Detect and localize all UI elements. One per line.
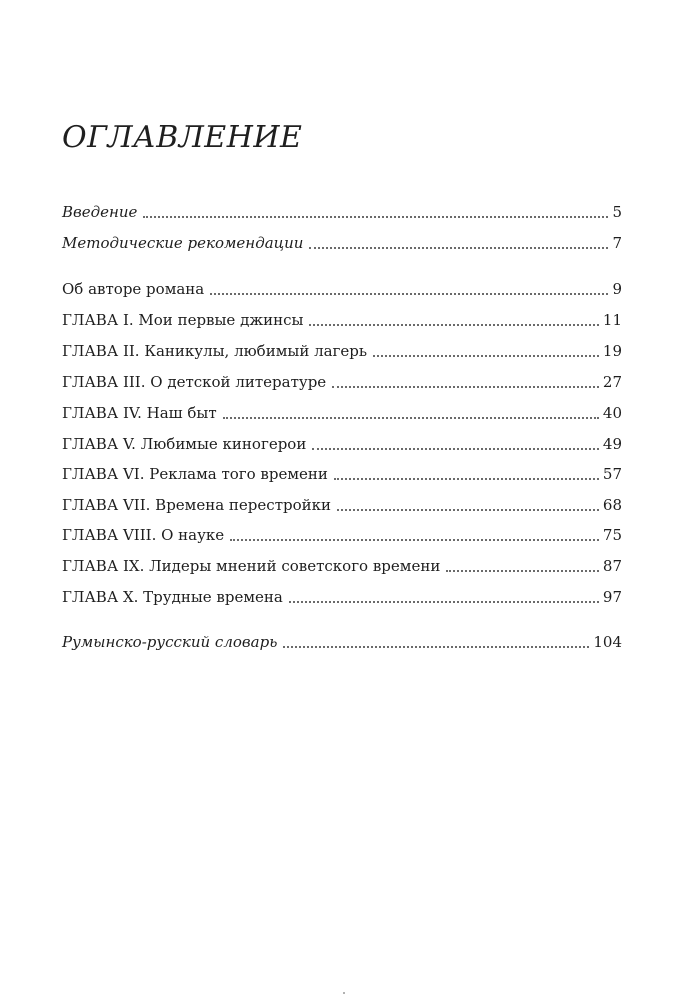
dot-leader [309,247,608,249]
toc-page-number: 49 [602,435,622,453]
toc-entry-chapter-2[interactable] [62,338,622,362]
toc-entry-chapter-4[interactable] [62,400,622,424]
toc-page-number: 11 [602,311,622,329]
toc-entry-label: ГЛАВА VI. Реклама того времени [62,465,328,483]
toc-entry-label: ГЛАВА III. О детской литературе [62,373,327,391]
toc-entry-about-author[interactable] [62,276,622,300]
toc-page-number: 57 [602,465,622,483]
toc-entry-chapter-7[interactable] [62,492,622,516]
toc-page-number: 19 [602,342,622,360]
toc-page-number: 104 [593,633,622,651]
toc-page-number: 68 [602,496,622,514]
toc-page-number: 27 [602,373,622,391]
scan-speck [343,992,345,994]
toc-entry-chapter-6[interactable] [62,461,622,485]
dot-leader [283,646,589,648]
toc-entry-methodical-recommendations[interactable] [62,230,622,254]
toc-page-number: 5 [612,203,622,221]
toc-entry-label: ГЛАВА X. Трудные времена [62,588,283,606]
dot-leader [143,216,608,218]
dot-leader [309,324,598,326]
toc-entry-chapter-3[interactable] [62,369,622,393]
toc-entry-label: ГЛАВА I. Мои первые джинсы [62,311,304,329]
toc-entry-label: ГЛАВА IV. Наш быт [62,404,217,422]
dot-leader [446,570,599,572]
toc-entry-chapter-5[interactable] [62,431,622,455]
toc-entry-label: Введение [62,203,138,221]
toc-page-number: 7 [612,234,622,252]
toc-entry-chapter-1[interactable] [62,307,622,331]
dot-leader [334,478,599,480]
dot-leader [289,601,599,603]
toc-page-number: 9 [612,280,622,298]
dot-leader [230,539,599,541]
toc-entry-label: Методические рекомендации [62,234,304,252]
toc-entry-label: ГЛАВА V. Любимые киногерои [62,435,307,453]
toc-entry-label: ГЛАВА II. Каникулы, любимый лагерь [62,342,368,360]
toc-page-number: 75 [602,526,622,544]
dot-leader [373,355,599,357]
toc-entry-chapter-9[interactable] [62,553,622,577]
toc-entry-dictionary[interactable] [62,629,622,653]
toc-entry-chapter-10[interactable] [62,584,622,608]
toc-page-number: 40 [602,404,622,422]
toc-page-number: 97 [602,588,622,606]
toc-entry-chapter-8[interactable] [62,522,622,546]
toc-page-number: 87 [602,557,622,575]
toc-entry-introduction[interactable] [62,199,622,223]
dot-leader [312,448,599,450]
toc-entry-label: Об авторе романа [62,280,205,298]
dot-leader [337,509,599,511]
toc-entry-label: Румынско-русский словарь [62,633,278,651]
toc-entry-label: ГЛАВА VIII. О науке [62,526,225,544]
dot-leader [210,293,608,295]
toc-entry-label: ГЛАВА IX. Лидеры мнений советского времени [62,557,441,575]
dot-leader [332,386,599,388]
dot-leader [223,417,599,419]
page-title: ОГЛАВЛЕНИЕ [62,120,303,155]
toc-entry-label: ГЛАВА VII. Времена перестройки [62,496,331,514]
